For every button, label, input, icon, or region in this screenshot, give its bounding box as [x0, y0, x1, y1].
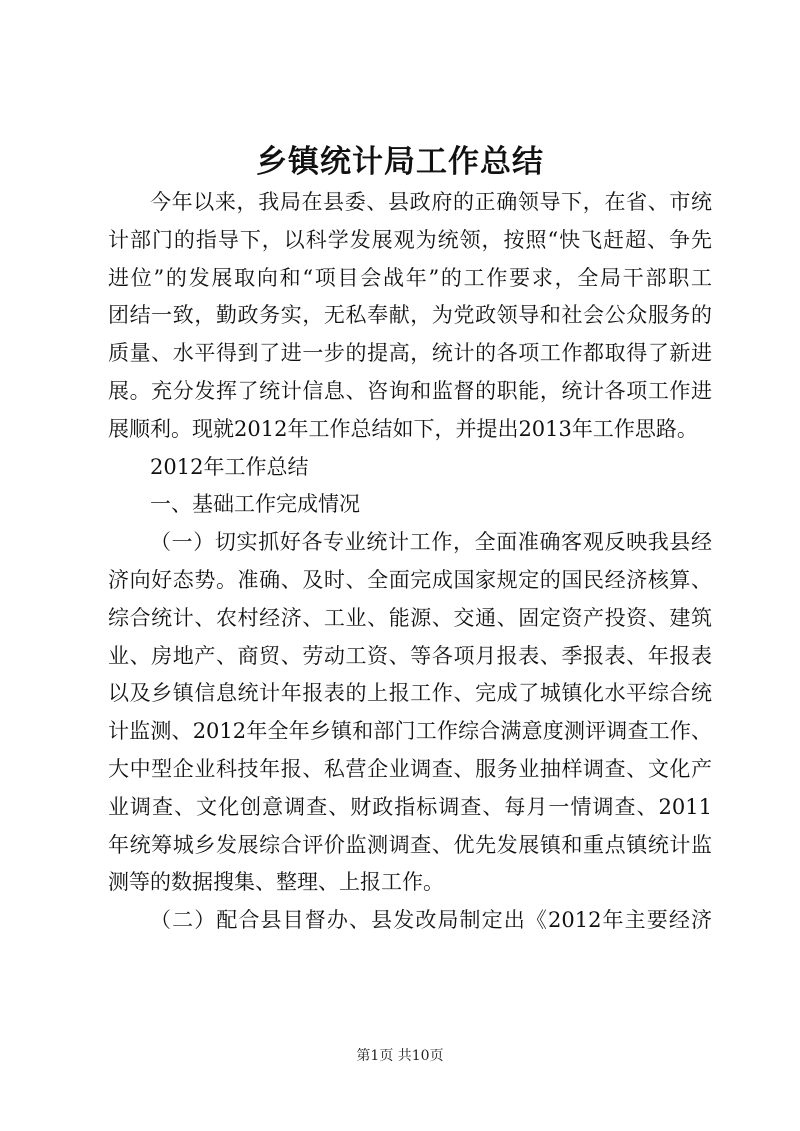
- paragraph-line: （二）配合县目督办、县发改局制定出《2012年主要经济: [150, 908, 712, 933]
- document-title: 乡镇统计局工作总结: [256, 144, 544, 180]
- paragraph-line: 大中型企业科技年报、私营企业调查、服务业抽样调查、文化产: [108, 756, 712, 781]
- paragraph-line: 今年以来，我局在县委、县政府的正确领导下，在省、市统: [150, 190, 712, 214]
- paragraph-line: 业、房地产、商贸、劳动工资、等各项月报表、季报表、年报表: [108, 643, 712, 668]
- section-heading: 2012年工作总结: [150, 454, 309, 479]
- paragraph-line: 进位”的发展取向和“项目会战年”的工作要求，全局干部职工: [108, 265, 712, 290]
- page-footer: 第1页 共10页: [356, 1048, 444, 1064]
- paragraph-line: 团结一致，勤政务实，无私奉献，为党政领导和社会公众服务的: [108, 303, 712, 328]
- paragraph-line: 计监测、2012年全年乡镇和部门工作综合满意度测评调查工作、: [108, 719, 712, 744]
- document-body: [108, 184, 712, 940]
- section-heading: 一、基础工作完成情况: [150, 492, 360, 517]
- paragraph-line: 计部门的指导下，以科学发展观为统领，按照“快飞赶超、争先: [108, 227, 712, 252]
- paragraph-line: 以及乡镇信息统计年报表的上报工作、完成了城镇化水平综合统: [108, 681, 712, 706]
- paragraph-line: 展顺利。现就2012年工作总结如下，并提出2013年工作思路。: [108, 416, 698, 441]
- paragraph-line: 业调查、文化创意调查、财政指标调查、每月一情调查、2011: [108, 794, 712, 819]
- paragraph-line: 质量、水平得到了进一步的提高，统计的各项工作都取得了新进: [108, 341, 712, 366]
- paragraph-line: 测等的数据搜集、整理、上报工作。: [108, 870, 444, 895]
- paragraph-line: （一）切实抓好各专业统计工作，全面准确客观反映我县经: [150, 530, 712, 555]
- paragraph-line: 济向好态势。准确、及时、全面完成国家规定的国民经济核算、: [108, 567, 712, 592]
- paragraph-line: 年统筹城乡发展综合评价监测调查、优先发展镇和重点镇统计监: [108, 832, 712, 857]
- paragraph-line: 综合统计、农村经济、工业、能源、交通、固定资产投资、建筑: [108, 605, 712, 630]
- paragraph-line: 展。充分发挥了统计信息、咨询和监督的职能，统计各项工作进: [108, 378, 712, 403]
